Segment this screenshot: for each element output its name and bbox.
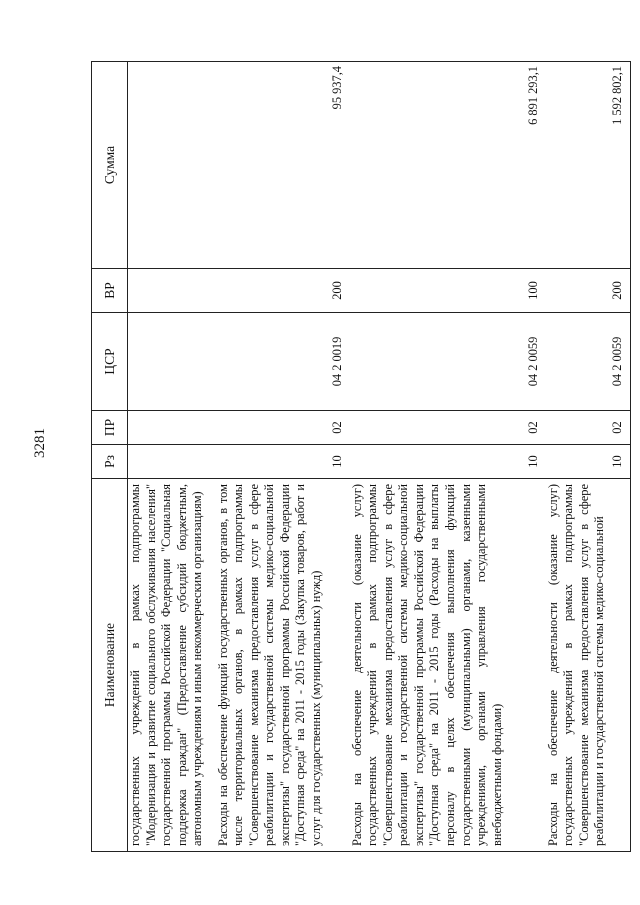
row-vr: 200	[546, 269, 631, 313]
row-csr: 04 2 0019	[216, 313, 350, 411]
row-csr: 04 2 0059	[350, 313, 546, 411]
row-vr	[128, 269, 216, 313]
row-name: государственных учреждений в рамках подпрограммы "Модернизация и развитие социального обслуживания населения" государственной программы Российской Федерации "Социальная поддержка граждан" (Предоставление субсидий бюджетным, автономным учреждениям и иным некоммерческим организациям)	[128, 479, 216, 852]
row-pr: 02	[216, 411, 350, 445]
table-row	[350, 62, 546, 852]
row-vr: 200	[216, 269, 350, 313]
row-pr: 02	[546, 411, 631, 445]
header-sum: Сумма	[92, 62, 128, 269]
row-csr: 04 2 0059	[546, 313, 631, 411]
header-vr: ВР	[92, 269, 128, 313]
budget-table	[91, 61, 631, 852]
row-vr: 100	[350, 269, 546, 313]
header-rz: Рз	[92, 445, 128, 479]
row-rz: 10	[350, 445, 546, 479]
row-name: Расходы на обеспечение деятельности (оказание услуг) государственных учреждений в рамках подпрограммы "Совершенствование механизма предоставления услуг в сфере реабилитации и государственной системы медико-социальной экспертизы" государственной программы Российской Федерации "Доступная среда" на 2011 - 2015 годы (Расходы на выплаты персоналу в целях обеспечения выполнения функций государственными (муниципальными) органами, казенными учреждениями, органами управления государственными внебюджетными фондами)	[350, 479, 546, 852]
header-pr: ПР	[92, 411, 128, 445]
row-rz: 10	[216, 445, 350, 479]
row-sum: 6 891 293,1	[350, 62, 546, 269]
row-sum	[128, 62, 216, 269]
row-name: Расходы на обеспечение деятельности (оказание услуг) государственных учреждений в рамках подпрограммы "Совершенствование механизма предоставления услуг в сфере реабилитации и государственной системы медико-социальной	[546, 479, 631, 852]
row-rz: 10	[546, 445, 631, 479]
table-row	[128, 62, 216, 852]
row-pr: 02	[350, 411, 546, 445]
row-sum: 95 937,4	[216, 62, 350, 269]
header-csr: ЦСР	[92, 313, 128, 411]
row-name: Расходы на обеспечение функций государственных органов, в том числе территориальных органов, в рамках подпрограммы "Совершенствование механизма предоставления услуг в сфере реабилитации и государственной системы медико-социальной экспертизы" государственной программы Российской Федерации "Доступная среда" на 2011 - 2015 годы (Закупка товаров, работ и услуг для государственных (муниципальных) нужд)	[216, 479, 350, 852]
row-rz	[128, 445, 216, 479]
page-number: 3281	[32, 428, 48, 458]
row-pr	[128, 411, 216, 445]
table-row	[546, 62, 631, 852]
table-header-row	[92, 62, 128, 852]
header-name: Наименование	[92, 479, 128, 852]
row-csr	[128, 313, 216, 411]
row-sum: 1 592 802,1	[546, 62, 631, 269]
table-row	[216, 62, 350, 852]
